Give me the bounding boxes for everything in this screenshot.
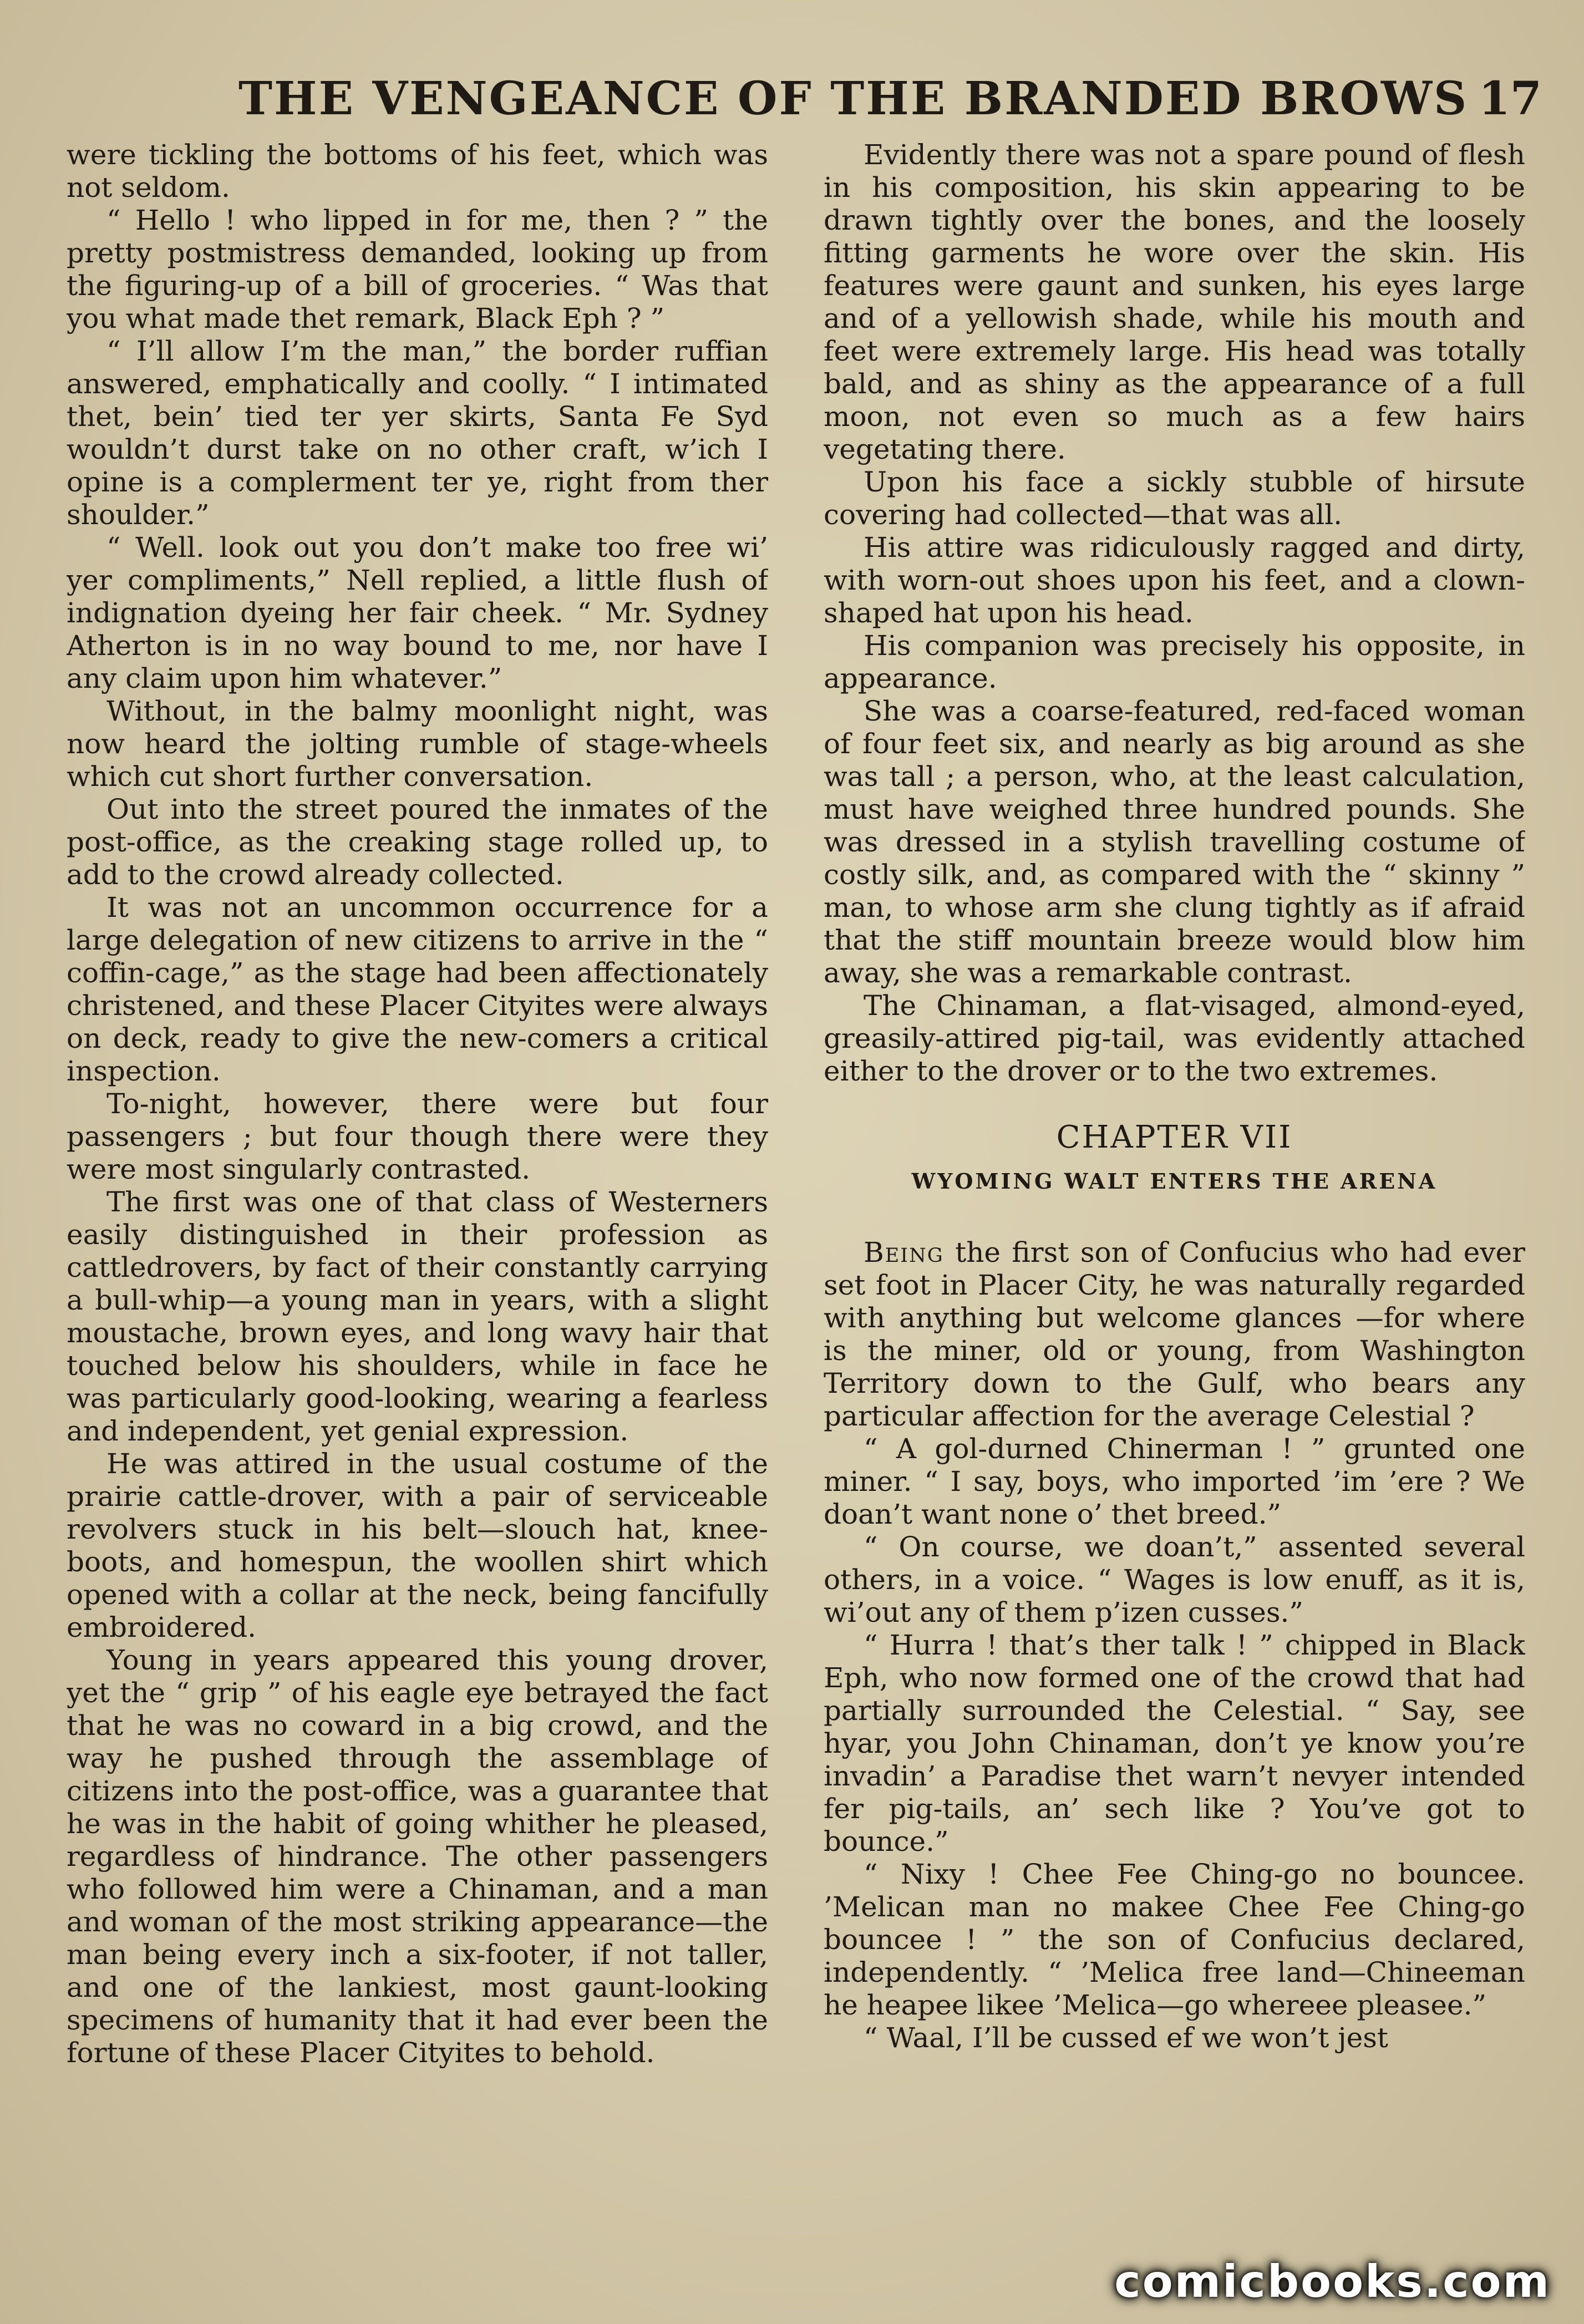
paragraph: were tickling the bottoms of his feet, which was not seldom. xyxy=(67,139,768,204)
page-number: 17 xyxy=(1478,72,1542,125)
running-header xyxy=(67,67,1542,133)
paragraph: “ Nixy ! Chee Fee Ching-go no bouncee. ’Melican man no makee Chee Fee Ching-go bouncee ! ” the son of Confucius declared, independently. “ ’Melica free land—Chineeman he heapee likee ’Melica—go whereee pleasee.” xyxy=(824,1858,1525,2021)
paragraph: Evidently there was not a spare pound of flesh in his composition, his skin appearing to be drawn tightly over the bones, and the loosely fitting garments he wore over the skin. His features were gaunt and sunken, his eyes large and of a yellowish shade, while his mouth and feet were extremely large. His head was totally bald, and as shiny as the appearance of a full moon, not even so much as a few hairs vegetating there. xyxy=(824,139,1525,465)
running-title: THE VENGEANCE OF THE BRANDED BROWS xyxy=(238,72,1469,125)
paragraph: She was a coarse-featured, red-faced woman of four feet six, and nearly as big around as she was tall ; a person, who, at the least calculation, must have weighed three hundred pounds. She was dressed in a stylish travelling costume of costly silk, and, as compared with the “ skinny ” man, to whose arm she clung tightly as if afraid that the stiff mountain breeze would blow him away, she was a remarkable contrast. xyxy=(824,695,1525,989)
paragraph: Young in years appeared this young drover, yet the “ grip ” of his eagle eye betrayed the fact that he was no coward in a big crowd, and the way he pushed through the assemblage of citizens into the post-office, was a guarantee that he was in the habit of going whither he pleased, regardless of hindrance. The other passengers who followed him were a Chinaman, and a man and woman of the most striking appearance—the man being every inch a six-footer, if not taller, and one of the lankiest, most gaunt-looking specimens of humanity that it had ever been the fortune of these Placer Cityites to behold. xyxy=(67,1644,768,2069)
paragraph: The Chinaman, a flat-visaged, almond-eyed, greasily-attired pig-tail, was evidently attached either to the drover or to the two extremes. xyxy=(824,990,1525,1087)
paragraph: “ Hurra ! that’s ther talk ! ” chipped in Black Eph, who now formed one of the crowd that had partially surrounded the Celestial. “ Say, see hyar, you John Chinaman, don’t ye know you’re invadin’ a Paradise thet warn’t nevyer intended fer pig-tails, an’ sech like ? You’ve got to bounce.” xyxy=(824,1629,1525,1858)
paragraph: Upon his face a sickly stubble of hirsute covering had collected—that was all. xyxy=(824,466,1525,531)
paragraph: Without, in the balmy moonlight night, was now heard the jolting rumble of stage-wheels which cut short further conversation. xyxy=(67,695,768,793)
paragraph: Out into the street poured the inmates of the post-office, as the creaking stage rolled up, to add to the crowd already collected. xyxy=(67,793,768,891)
paragraph: His attire was ridiculously ragged and dirty, with worn-out shoes upon his feet, and a clown-shaped hat upon his head. xyxy=(824,531,1525,629)
paragraph: To-night, however, there were but four passengers ; but four though there were they were most singularly contrasted. xyxy=(67,1088,768,1185)
paragraph: “ Well. look out you don’t make too free wi’ yer compliments,” Nell replied, a little flush of indignation dyeing her fair cheek. “ Mr. Sydney Atherton is in no way bound to me, nor have I any claim upon him whatever.” xyxy=(67,531,768,694)
paragraph: “ I’ll allow I’m the man,” the border ruffian answered, emphatically and coolly. “ I intimated thet, bein’ tied ter yer skirts, Santa Fe Syd wouldn’t durst take on no other craft, w’ich I opine is a complerment ter ye, right from ther shoulder.” xyxy=(67,335,768,531)
paragraph: It was not an uncommon occurrence for a large delegation of new citizens to arrive in the “ coffin-cage,” as the stage had been affectionately christened, and these Placer Cityites were always on deck, ready to give the new-comers a critical inspection. xyxy=(67,891,768,1087)
left-column xyxy=(67,139,768,2224)
watermark: comicbooks.com xyxy=(1114,2256,1551,2307)
chapter-title: CHAPTER VII xyxy=(1056,1119,1293,1155)
right-column xyxy=(824,139,1525,2224)
paragraph: “ On course, we doan’t,” assented several others, in a voice. “ Wages is low enuff, as it is, wi’out any of them p’izen cusses.” xyxy=(824,1531,1525,1628)
paragraph: He was attired in the usual costume of the prairie cattle-drover, with a pair of serviceable revolvers stuck in his belt—slouch hat, knee-boots, and homespun, the woollen shirt which opened with a collar at the neck, being fancifully embroidered. xyxy=(67,1448,768,1643)
chapter-opening-paragraph xyxy=(824,1236,1525,1433)
chapter-subtitle: WYOMING WALT ENTERS THE ARENA xyxy=(911,1169,1438,1194)
paragraph: “ A gol-durned Chinerman ! ” grunted one miner. “ I say, boys, who imported ’im ’ere ? We doan’t want none o’ thet breed.” xyxy=(824,1433,1525,1530)
paragraph: The first was one of that class of Westerners easily distinguished in their profession as cattledrovers, by fact of their constantly carrying a bull-whip—a young man in years, with a slight moustache, brown eyes, and long wavy hair that touched below his shoulders, while in face he was particularly good-looking, wearing a fearless and independent, yet genial expression. xyxy=(67,1186,768,1447)
paragraph: “ Hello ! who lipped in for me, then ? ” the pretty postmistress demanded, looking up from the figuring-up of a bill of groceries. “ Was that you what made thet remark, Black Eph ? ” xyxy=(67,204,768,334)
paragraph: “ Waal, I’ll be cussed ef we won’t jest xyxy=(864,2022,1389,2054)
chapter-lead-word: Being xyxy=(864,1236,944,1268)
chapter-opening-text: the first son of Confucius who had ever set foot in Placer City, he was naturally regarded with anything but welcome glances —for where is the miner, old or young, from Washington Territory down to the Gulf, who bears any particular affection for the average Celestial ? xyxy=(824,1236,1525,1432)
paragraph: His companion was precisely his opposite, in appearance. xyxy=(824,630,1525,694)
